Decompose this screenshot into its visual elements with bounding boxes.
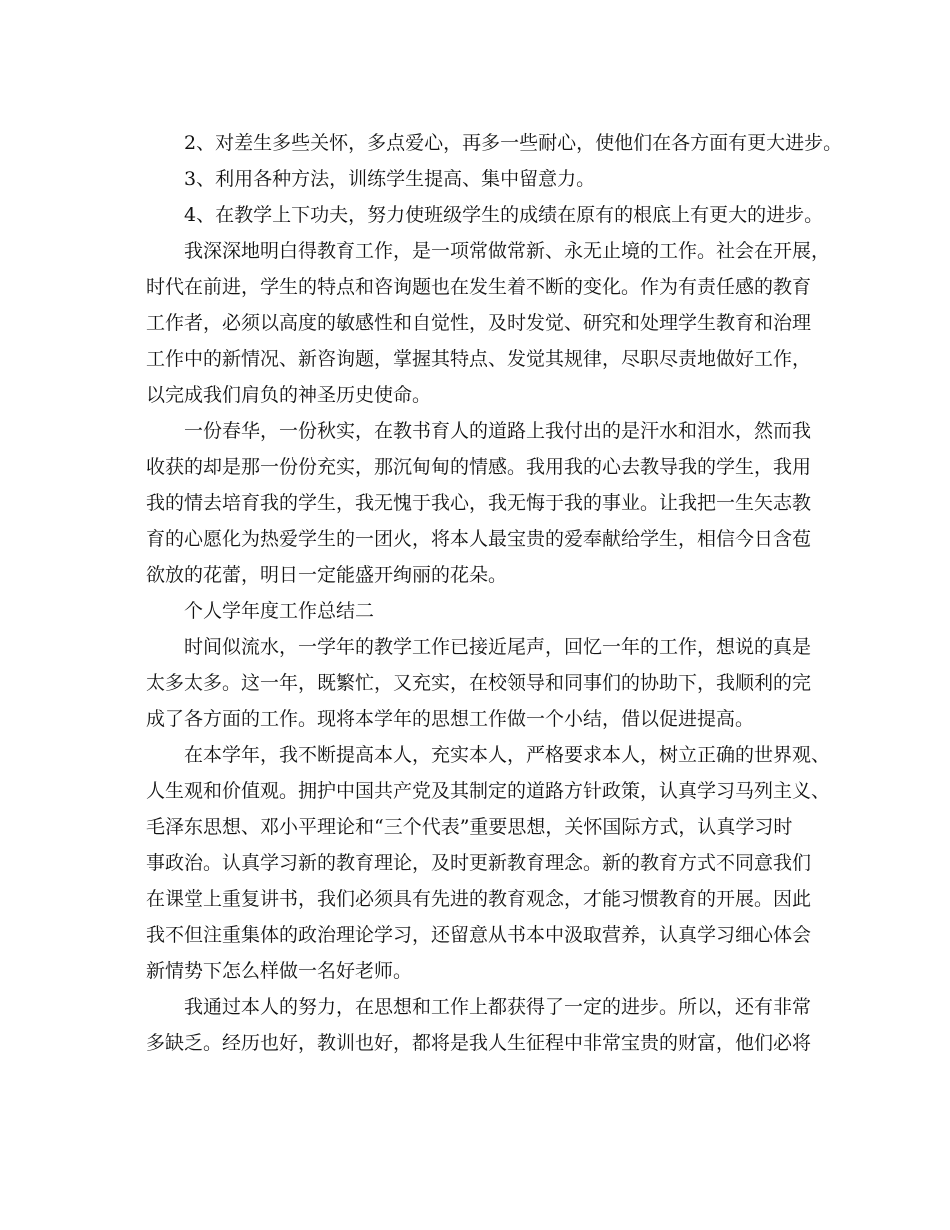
text-line: 工作者，必须以高度的敏感性和自觉性，及时发觉、研究和处理学生教育和治理 (146, 312, 812, 334)
text-line: 3、利用各种方法，训练学生提高、集中留意力。 (184, 168, 596, 190)
text-line: 以完成我们肩负的神圣历史使命。 (146, 384, 432, 406)
text-line: 太多太多。这一年，既繁忙，又充实，在校领导和同事们的协助下，我顺利的完 (146, 672, 812, 694)
section-heading: 个人学年度工作总结二 (184, 600, 375, 622)
text-line: 人生观和价值观。拥护中国共产党及其制定的道路方针政策，认真学习马列主义、 (146, 780, 831, 802)
text-line: 毛泽东思想、邓小平理论和“三个代表”重要思想，关怀国际方式，认真学习时 (146, 816, 793, 838)
text-line: 在课堂上重复讲书，我们必须具有先进的教育观念，才能习惯教育的开展。因此 (146, 888, 812, 910)
text-line: 在本学年，我不断提高本人，充实本人，严格要求本人，树立正确的世界观、 (184, 744, 831, 766)
text-line: 工作中的新情况、新咨询题，掌握其特点、发觉其规律，尽职尽责地做好工作， (146, 348, 812, 370)
text-line: 多缺乏。经历也好，教训也好，都将是我人生征程中非常宝贵的财富，他们必将 (146, 1032, 812, 1054)
text-line: 时间似流水，一学年的教学工作已接近尾声，回忆一年的工作，想说的真是 (184, 636, 812, 658)
text-line: 收获的却是那一份份充实，那沉甸甸的情感。我用我的心去教导我的学生，我用 (146, 456, 812, 478)
text-line: 欲放的花蕾，明日一定能盛开绚丽的花朵。 (146, 564, 508, 586)
text-line: 时代在前进，学生的特点和咨询题也在发生着不断的变化。作为有责任感的教育 (146, 276, 812, 298)
text-line: 成了各方面的工作。现将本学年的思想工作做一个小结，借以促进提高。 (146, 708, 755, 730)
text-line: 我的情去培育我的学生，我无愧于我心，我无悔于我的事业。让我把一生矢志教 (146, 492, 812, 514)
text-line: 事政治。认真学习新的教育理论，及时更新教育理念。新的教育方式不同意我们 (146, 852, 812, 874)
text-line: 2、对差生多些关怀，多点爱心，再多一些耐心，使他们在各方面有更大进步。 (184, 132, 843, 154)
text-line: 我不但注重集体的政治理论学习，还留意从书本中汲取营养，认真学习细心体会 (146, 924, 812, 946)
text-line: 我深深地明白得教育工作，是一项常做常新、永无止境的工作。社会在开展， (184, 240, 831, 262)
text-line: 一份春华，一份秋实，在教书育人的道路上我付出的是汗水和泪水，然而我 (184, 420, 812, 442)
text-line: 我通过本人的努力，在思想和工作上都获得了一定的进步。所以，还有非常 (184, 996, 812, 1018)
text-line: 4、在教学上下功夫，努力使班级学生的成绩在原有的根底上有更大的进步。 (184, 204, 824, 226)
text-line: 新情势下怎么样做一名好老师。 (146, 960, 413, 982)
text-line: 育的心愿化为热爱学生的一团火，将本人最宝贵的爱奉献给学生，相信今日含苞 (146, 528, 812, 550)
